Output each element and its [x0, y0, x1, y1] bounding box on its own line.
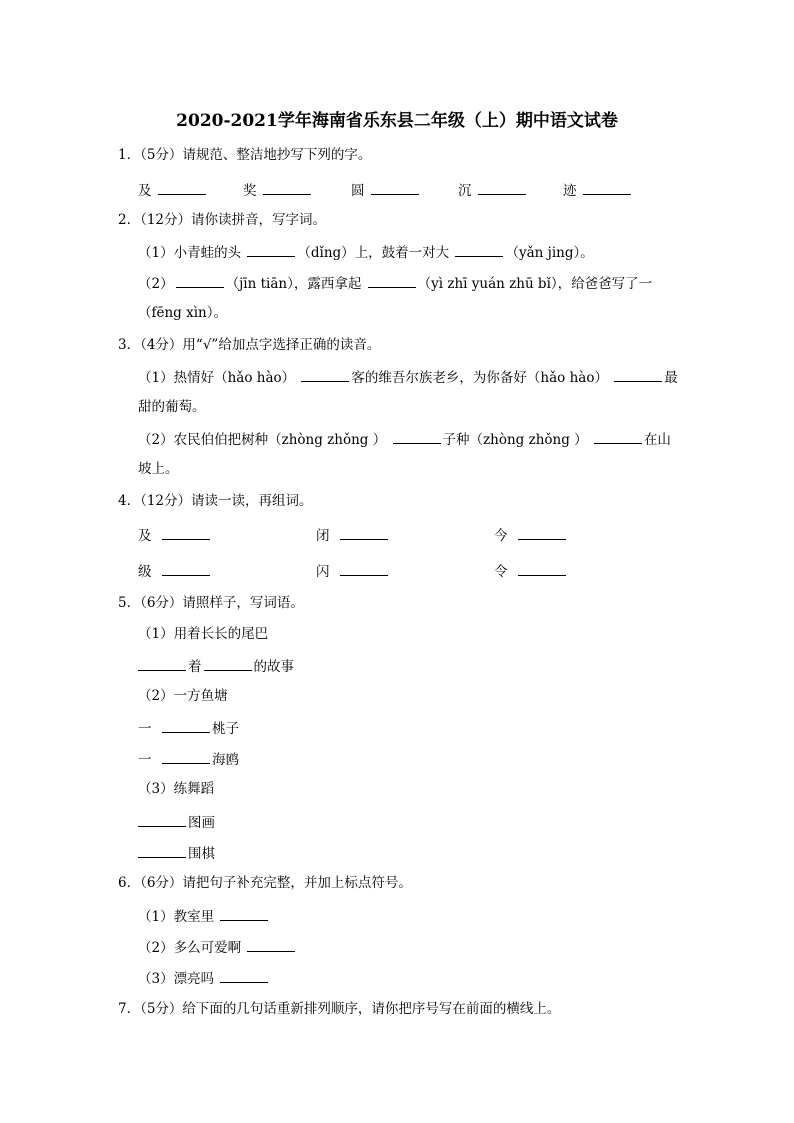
q5-example-2: （2）一方鱼塘 [138, 688, 228, 704]
q5-answer-2b: 一 海鸥 [138, 749, 239, 769]
q5-example-1: （1）用着长长的尾巴 [138, 626, 269, 642]
answer-blank[interactable] [220, 906, 268, 921]
answer-blank[interactable] [455, 242, 503, 257]
q1-char-item [563, 180, 633, 200]
q6-item-3: （3）漂亮吗 [138, 968, 270, 988]
answer-blank[interactable] [162, 525, 210, 540]
question-2-text: 2．（12分）请你读拼音，写字词。 [118, 212, 327, 228]
q1-char-item [138, 180, 208, 200]
question-4-text: 4．（12分）请读一读，再组词。 [118, 493, 313, 509]
question-6-text: 6．（6分）请把句子补充完整，并加上标点符号。 [118, 875, 412, 891]
answer-blank[interactable] [478, 180, 526, 195]
q1-char: 沉 [458, 183, 472, 199]
answer-blank[interactable] [371, 180, 419, 195]
answer-blank[interactable] [162, 749, 210, 764]
answer-blank[interactable] [247, 242, 295, 257]
question-3-text: 3．（4分）用“√”给加点字选择正确的读音。 [118, 337, 381, 353]
answer-blank[interactable] [340, 525, 388, 540]
answer-blank[interactable] [138, 656, 186, 671]
q1-char-item [243, 180, 313, 200]
q6-item-1: （1）教室里 [138, 906, 270, 926]
answer-blank[interactable] [301, 367, 349, 382]
answer-blank[interactable] [158, 180, 206, 195]
answer-blank[interactable] [368, 273, 416, 288]
q1-char-item [458, 180, 528, 200]
q4-item: 闪 [316, 561, 390, 581]
question-1-text: 1．（5分）请规范、整洁地抄写下列的字。 [118, 147, 372, 163]
q4-item: 今 [494, 525, 568, 545]
page-title: 2020-2021学年海南省乐东县二年级（上）期中语文试卷 [176, 111, 618, 131]
q4-item: 级 [138, 561, 212, 581]
q3-sentence-1: （1）热情好（hǎo hào） 客的维吾尔族老乡，为你备好（hǎo hào） 最 [138, 367, 678, 387]
q6-item-2: （2）多么可爱啊 [138, 937, 297, 957]
answer-blank[interactable] [518, 561, 566, 576]
answer-blank[interactable] [393, 429, 441, 444]
q3-sentence-2-cont: 坡上。 [138, 461, 179, 477]
q1-char: 圆 [351, 183, 365, 199]
q2-sentence-2: （2） （jīn tiān），露西拿起 （yì zhī yuán zhū bǐ），给爸爸写了一 [138, 273, 652, 293]
q3-sentence-1-cont: 甜的葡萄。 [138, 399, 206, 415]
answer-blank[interactable] [263, 180, 311, 195]
q5-answer-3a: 图画 [136, 812, 215, 832]
q1-char-item [351, 180, 421, 200]
answer-blank[interactable] [247, 937, 295, 952]
question-5-text: 5．（6分）请照样子，写词语。 [118, 595, 304, 611]
answer-blank[interactable] [176, 273, 224, 288]
q2-sentence-1: （1）小青蛙的头 （dǐng）上，鼓着一对大 （yǎn jing）。 [138, 242, 594, 262]
question-7-text: 7．（5分）给下面的几句话重新排列顺序，请你把序号写在前面的横线上。 [118, 1001, 561, 1017]
q3-sentence-2: （2）农民伯伯把树种（zhòng zhǒng ） 子种（zhòng zhǒng ） 在山 [138, 429, 671, 449]
q4-item: 令 [494, 561, 568, 581]
answer-blank[interactable] [138, 843, 186, 858]
answer-blank[interactable] [518, 525, 566, 540]
answer-blank[interactable] [138, 812, 186, 827]
answer-blank[interactable] [594, 429, 642, 444]
answer-blank[interactable] [614, 367, 662, 382]
q5-answer-2a: 一 桃子 [138, 718, 239, 738]
q4-item: 及 [138, 525, 212, 545]
answer-blank[interactable] [204, 656, 252, 671]
answer-blank[interactable] [583, 180, 631, 195]
q4-item: 闭 [316, 525, 390, 545]
q1-char: 迹 [563, 183, 577, 199]
q1-char: 奖 [243, 183, 257, 199]
q5-example-3: （3）练舞蹈 [138, 781, 215, 797]
q2-sentence-2-cont: （fēng xìn）。 [138, 305, 227, 321]
answer-blank[interactable] [162, 561, 210, 576]
answer-blank[interactable] [220, 968, 268, 983]
answer-blank[interactable] [340, 561, 388, 576]
q5-answer-3b: 围棋 [136, 843, 215, 863]
q5-answer-1: 着 的故事 [136, 656, 294, 676]
answer-blank[interactable] [162, 718, 210, 733]
q1-char: 及 [138, 183, 152, 199]
